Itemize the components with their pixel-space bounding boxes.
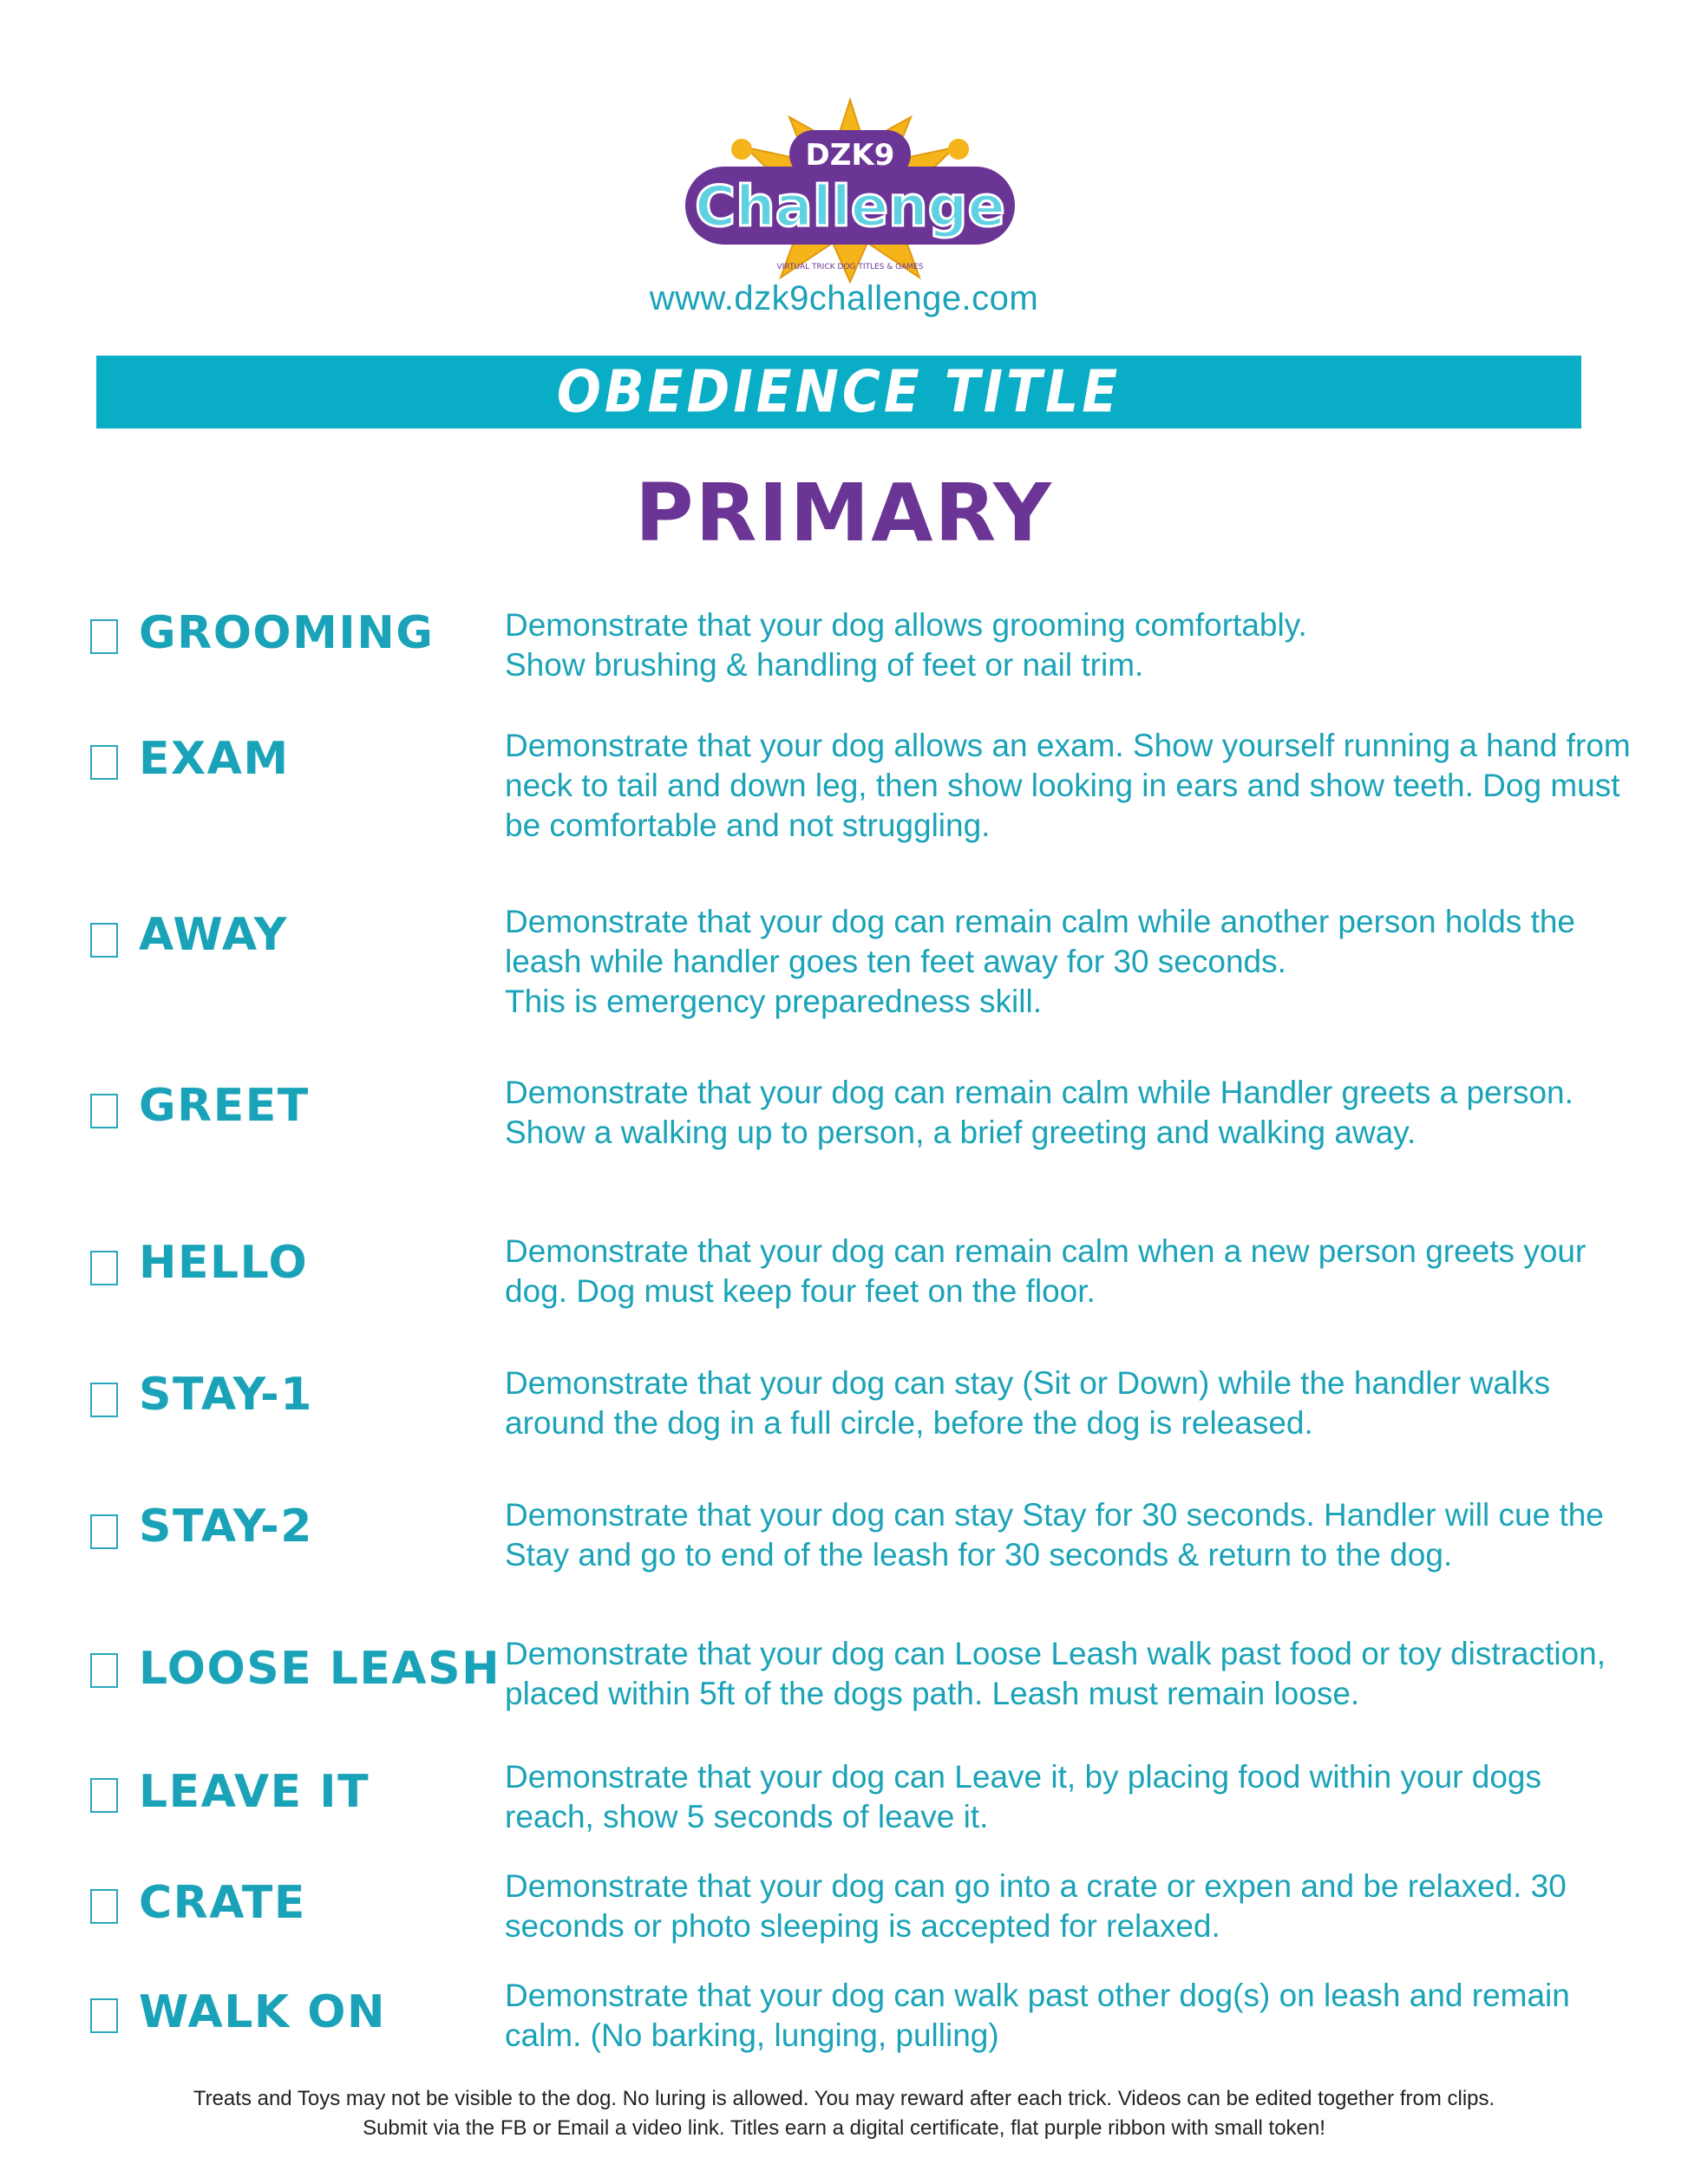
checkbox[interactable]	[90, 745, 118, 780]
logo-main-text: Challenge	[695, 175, 1005, 239]
checkbox[interactable]	[90, 1653, 118, 1688]
checkbox[interactable]	[90, 1251, 118, 1285]
item-description: Demonstrate that your dog can stay (Sit or Down) while the handler walks around the dog in a full circle, before the dog is released.	[505, 1365, 1551, 1441]
banner-title: OBEDIENCE TITLE	[556, 357, 1122, 427]
item-description: Demonstrate that your dog allows an exam. Show yourself running a hand from neck to tail and down leg, then show looking in ears and show teeth. Dog must be comfortable and not struggling.	[505, 728, 1631, 843]
checkbox[interactable]	[90, 1889, 118, 1924]
item-name: STAY-2	[139, 1501, 313, 1553]
item-name: GREET	[139, 1080, 310, 1132]
title-banner	[96, 356, 1581, 428]
item-description: Demonstrate that your dog can walk past other dog(s) on leash and remain calm. (No barking, lunging, pulling)	[505, 1978, 1570, 2053]
item-description: Demonstrate that your dog can stay Stay for 30 seconds. Handler will cue the Stay and go to end of the leash for 30 seconds & return to the dog.	[505, 1497, 1604, 1573]
item-description: Demonstrate that your dog can Loose Leash walk past food or toy distraction, placed within 5ft of the dogs path. Leash must remain loose.	[505, 1636, 1606, 1711]
item-name: LEAVE IT	[139, 1766, 370, 1818]
item-name: CRATE	[139, 1877, 306, 1929]
checkbox[interactable]	[90, 1778, 118, 1813]
item-description: Demonstrate that your dog can go into a crate or expen and be relaxed. 30 seconds or photo sleeping is accepted for relaxed.	[505, 1868, 1567, 1944]
footer-note	[0, 2084, 1688, 2143]
star-icon	[948, 139, 969, 160]
item-name: GROOMING	[139, 607, 435, 659]
footer-line-1: Treats and Toys may not be visible to the dog. No luring is allowed. You may reward after each trick. Videos can be edited together from clips.	[193, 2087, 1495, 2110]
item-name: AWAY	[139, 909, 288, 961]
checkbox[interactable]	[90, 1514, 118, 1549]
checkbox[interactable]	[90, 1094, 118, 1128]
item-description: Demonstrate that your dog can remain calm when a new person greets your dog. Dog must keep four feet on the floor.	[505, 1233, 1587, 1309]
checkbox[interactable]	[90, 1383, 118, 1417]
item-name: STAY-1	[139, 1369, 313, 1421]
checkbox[interactable]	[90, 619, 118, 654]
footer-line-2: Submit via the FB or Email a video link. Titles earn a digital certificate, flat purple ribbon with small token!	[363, 2116, 1325, 2140]
item-description: Demonstrate that your dog can remain calm while Handler greets a person. Show a walking up to person, a brief greeting and walking away.	[505, 1075, 1574, 1150]
item-name: EXAM	[139, 733, 290, 785]
checkbox[interactable]	[90, 1998, 118, 2033]
star-icon	[731, 139, 752, 160]
logo-top-text: DZK9	[805, 138, 895, 173]
item-name: LOOSE LEASH	[139, 1643, 501, 1695]
level-heading: PRIMARY	[635, 467, 1053, 559]
item-name: WALK ON	[139, 1986, 387, 2038]
dzk9-challenge-logo	[659, 95, 1041, 286]
item-description: Demonstrate that your dog allows grooming comfortably. Show brushing & handling of feet or nail trim.	[505, 607, 1307, 683]
checkbox[interactable]	[90, 923, 118, 958]
logo-tagline: VIRTUAL TRICK DOG TITLES & GAMES	[776, 263, 924, 271]
item-description: Demonstrate that your dog can remain calm while another person holds the leash while handler goes ten feet away for 30 seconds. This is emergency preparedness skill.	[505, 904, 1576, 1019]
site-url[interactable]: www.dzk9challenge.com	[649, 279, 1039, 317]
item-name: HELLO	[139, 1237, 309, 1289]
item-description: Demonstrate that your dog can Leave it, by placing food within your dogs reach, show 5 seconds of leave it.	[505, 1759, 1541, 1834]
